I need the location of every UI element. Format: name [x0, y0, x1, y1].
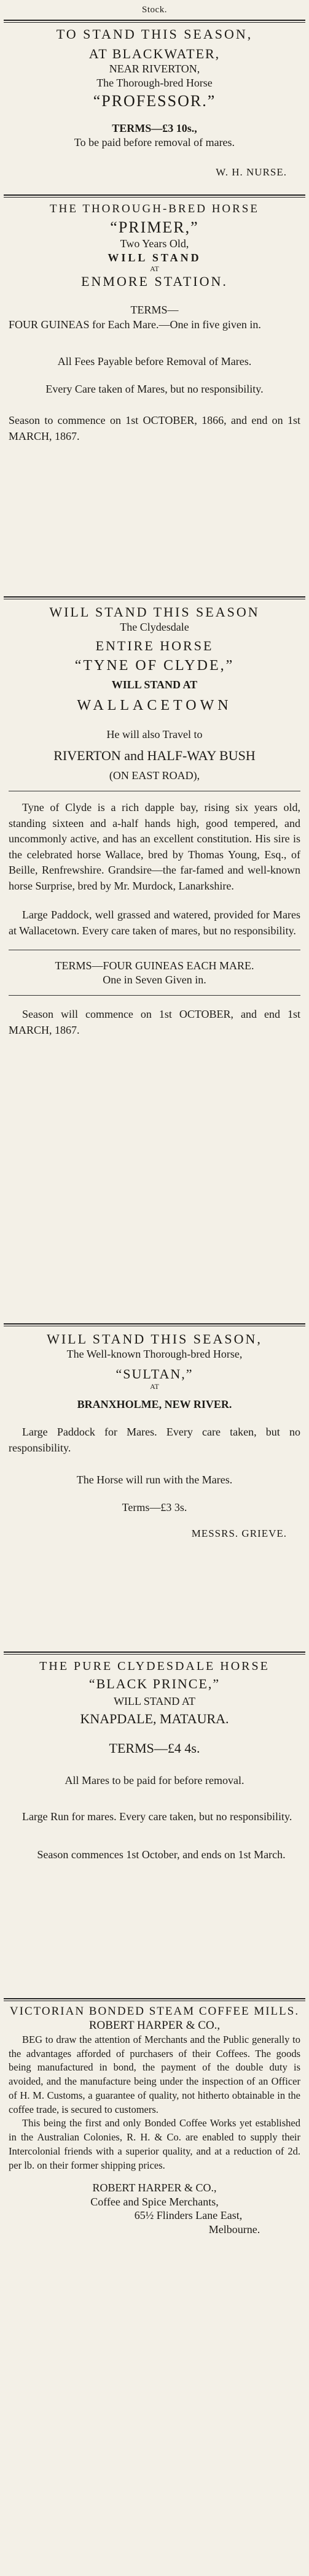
- advert-heading: THE THOROUGH-BRED HORSE: [50, 202, 259, 215]
- advert-city: Melbourne.: [208, 2223, 260, 2236]
- advert-travel-places: RIVERTON and HALF-WAY BUSH: [53, 747, 256, 763]
- advert-company: ROBERT HARPER & CO.,: [88, 2019, 221, 2032]
- advert-terms: TERMS—£4 4s.: [109, 1740, 200, 1756]
- advert-care-note: Every Care taken of Mares, but no responsibility.: [45, 382, 264, 395]
- horse-age: Two Years Old,: [120, 237, 189, 250]
- advert-description: The Well-known Thorough-bred Horse,: [66, 1348, 243, 1360]
- advert-location: BRANXHOLME, NEW RIVER.: [77, 1398, 232, 1410]
- advert-payment-note: To be paid before removal of mares.: [74, 136, 235, 148]
- advert-location: AT BLACKWATER,: [88, 46, 221, 61]
- advert-season: Season will commence on 1st OCTOBER, and end 1st MARCH, 1867.: [9, 1008, 300, 1036]
- advert-horse-type: ENTIRE HORSE: [95, 637, 214, 653]
- advert-mares-note: The Horse will run with the Mares.: [76, 1474, 233, 1486]
- advert-sultan: [0, 1326, 309, 1651]
- advert-tyne-of-clyde: [0, 599, 309, 1323]
- horse-name: “BLACK PRINCE,”: [88, 1676, 221, 1691]
- advert-trade: Coffee and Spice Merchants,: [90, 2195, 219, 2208]
- advert-terms-detail: One in Seven Given in.: [103, 973, 206, 986]
- advert-coffee-mills: [0, 2001, 309, 2290]
- horse-name: “TYNE OF CLYDE,”: [74, 657, 235, 674]
- advert-payment-note: All Mares to be paid for before removal.: [65, 1774, 244, 1786]
- horse-name: “PRIMER,”: [110, 218, 199, 236]
- advert-fees-note: All Fees Payable before Removal of Mares.: [57, 355, 252, 368]
- advert-run-note: Large Run for mares. Every care taken, but no responsibility.: [22, 1810, 292, 1823]
- horse-name: “SULTAN,”: [115, 1366, 194, 1382]
- advert-heading: TO STAND THIS SEASON,: [56, 26, 253, 42]
- advert-heading: THE PURE CLYDESDALE HORSE: [39, 1659, 270, 1673]
- advert-body: BEG to draw the attention of Merchants and the Public generally to the advantages afforded of purchasers of their Coffees. The goods being manufactured in bond, the payment of the double duty is avoided, and the manufacture being under the inspection of an Officer of H. M. Customs, a guarantee of quality, not hitherto obtainable in the coffee trade, is secured to customers.: [9, 2033, 300, 2115]
- advert-body: This being the first and only Bonded Coffee Works yet established in the Australian Colonies, R. H. & Co. are enabled to supply their Intercolonial friends with a superior quality, and at a reduction of 2d. per lb. on their former shipping prices.: [9, 2117, 300, 2171]
- advert-terms-detail: FOUR GUINEAS for Each Mare.—One in five given in.: [9, 318, 261, 331]
- advert-black-prince: [0, 1655, 309, 1998]
- advert-heading: VICTORIAN BONDED STEAM COFFEE MILLS.: [9, 2005, 300, 2018]
- advert-terms: Terms—£3 3s.: [122, 1501, 187, 1513]
- advert-description: The Thorough-bred Horse: [96, 76, 213, 89]
- advert-stand: WILL STAND AT: [114, 1695, 195, 1707]
- advert-paddock: Large Paddock, well grassed and watered, provided for Mares at Wallacetown. Every care taken of mares, but no responsibility.: [9, 909, 300, 937]
- advert-signature: W. H. NURSE.: [216, 166, 287, 178]
- horse-name: “PROFESSOR.”: [93, 92, 216, 110]
- advert-stand: WILL STAND AT: [111, 678, 198, 691]
- advert-location: KNAPDALE, MATAURA.: [80, 1710, 229, 1726]
- advert-stand: WILL STAND: [108, 251, 201, 264]
- advert-at: AT: [150, 264, 159, 273]
- advert-location: WALLACETOWN: [77, 698, 232, 713]
- section-header: Stock.: [142, 5, 167, 15]
- advert-terms: TERMS—FOUR GUINEAS EACH MARE.: [55, 959, 254, 972]
- advert-season: Season to commence on 1st OCTOBER, 1866, and end on 1st MARCH, 1867.: [9, 414, 300, 442]
- advert-terms: TERMS—: [130, 304, 179, 316]
- advert-pedigree: Tyne of Clyde is a rich dapple bay, rising six years old, standing sixteen and a-half hands high, good tempered, and uncommonly active, and has an excellent constitution. His sire is the celebrated horse Wallace, bred by Thomas Young, Esq., of Beille, Renfrewshire. Grandsire—the far-famed and well-known horse Surprise, bred by Mr. Murdock, Lanarkshire.: [9, 801, 300, 892]
- advert-company: ROBERT HARPER & CO.,: [92, 2182, 217, 2194]
- advert-heading: WILL STAND THIS SEASON,: [47, 1331, 262, 1347]
- advert-season: Season commences 1st October, and ends on 1st March.: [37, 1848, 286, 1861]
- advert-primer: [0, 198, 309, 596]
- advert-professor: [0, 23, 309, 194]
- advert-breed: The Clydesdale: [120, 621, 189, 633]
- advert-road: (ON EAST ROAD),: [109, 769, 200, 782]
- advert-location: ENMORE STATION.: [81, 274, 228, 289]
- advert-travel: He will also Travel to: [106, 728, 203, 740]
- advert-address: 65½ Flinders Lane East,: [134, 2209, 243, 2222]
- advert-at: AT: [150, 1382, 159, 1391]
- advert-sublocation: NEAR RIVERTON,: [109, 63, 200, 75]
- advert-paddock: Large Paddock for Mares. Every care taken, but no responsibility.: [9, 1426, 300, 1454]
- advert-heading: WILL STAND THIS SEASON: [49, 604, 260, 620]
- advert-signature: MESSRS. GRIEVE.: [191, 1528, 287, 1540]
- advert-terms: TERMS—£3 10s.,: [112, 122, 197, 134]
